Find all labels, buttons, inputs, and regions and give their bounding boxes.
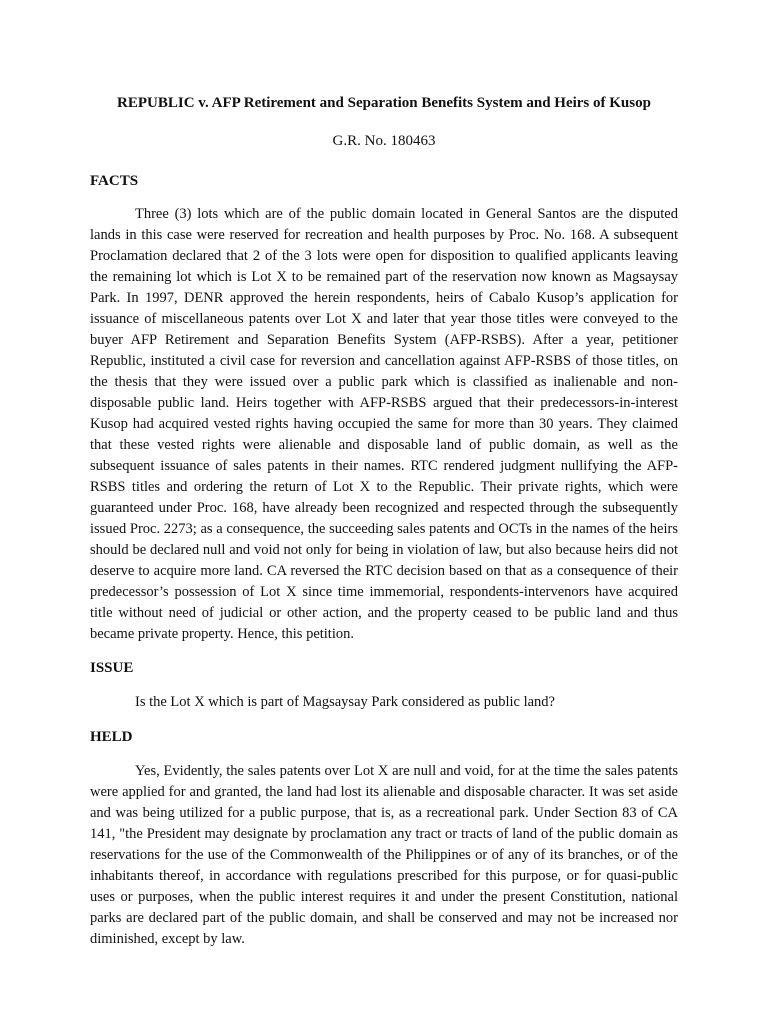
document-page bbox=[90, 93, 678, 950]
facts-paragraph: Three (3) lots which are of the public domain located in General Santos are the disputed lands in this case were reserved for recreation and health purposes by Proc. No. 168. A subsequent Proclamation declared that 2 of the 3 lots were open for disposition to qualified applicants leaving the remaining lot which is Lot X to be remained part of the reservation now known as Magsaysay Park. In 1997, DENR approved the herein respondents, heirs of Cabalo Kusop’s application for issuance of miscellaneous patents over Lot X and later that year those titles were conveyed to the buyer AFP Retirement and Separation Benefits System (AFP-RSBS). After a year, petitioner Republic, instituted a civil case for reversion and cancellation against AFP-RSBS of those titles, on the thesis that they were issued over a public park which is classified as inalienable and non-disposable public land. Heirs together with AFP-RSBS argued that their predecessors-in-interest Kusop had acquired vested rights having occupied the same for more than 30 years. They claimed that these vested rights were alienable and disposable land of public domain, as well as the subsequent issuance of sales patents in their names. RTC rendered judgment nullifying the AFP-RSBS titles and ordering the return of Lot X to the Republic. Their private rights, which were guaranteed under Proc. 168, have already been recognized and respected through the subsequently issued Proc. 2273; as a consequence, the succeeding sales patents and OCTs in the names of the heirs should be declared null and void not only for being in violation of law, but also because heirs did not deserve to acquire more land. CA reversed the RTC decision based on that as a consequence of their predecessor’s possession of Lot X since time immemorial, respondents-intervenors have acquired title without need of judicial or other action, and the property ceased to be public land and thus became private property. Hence, this petition. bbox=[90, 206, 678, 642]
held-heading: HELD bbox=[90, 729, 133, 745]
facts-heading: FACTS bbox=[90, 173, 139, 189]
issue-paragraph: Is the Lot X which is part of Magsaysay Park considered as public land? bbox=[135, 694, 555, 710]
held-paragraph: Yes, Evidently, the sales patents over Lot X are null and void, for at the time the sales patents were applied for and granted, the land had lost its alienable and disposable character. It was set aside and was being utilized for a public purpose, that is, as a recreational park. Under Section 83 of CA 141, "the President may designate by proclamation any tract or tracts of land of the public domain as reservations for the use of the Commonwealth of the Philippines or of any of its branches, or of the inhabitants thereof, in accordance with regulations prescribed for this purpose, or for quasi-public uses or purposes, when the public interest requires it and under the present Constitution, national parks are declared part of the public domain, and shall be conserved and may not be increased nor diminished, except by law. bbox=[90, 763, 678, 947]
case-number: G.R. No. 180463 bbox=[332, 133, 436, 149]
case-title: REPUBLIC v. AFP Retirement and Separation Benefits System and Heirs of Kusop bbox=[117, 95, 651, 111]
issue-heading: ISSUE bbox=[90, 660, 134, 676]
